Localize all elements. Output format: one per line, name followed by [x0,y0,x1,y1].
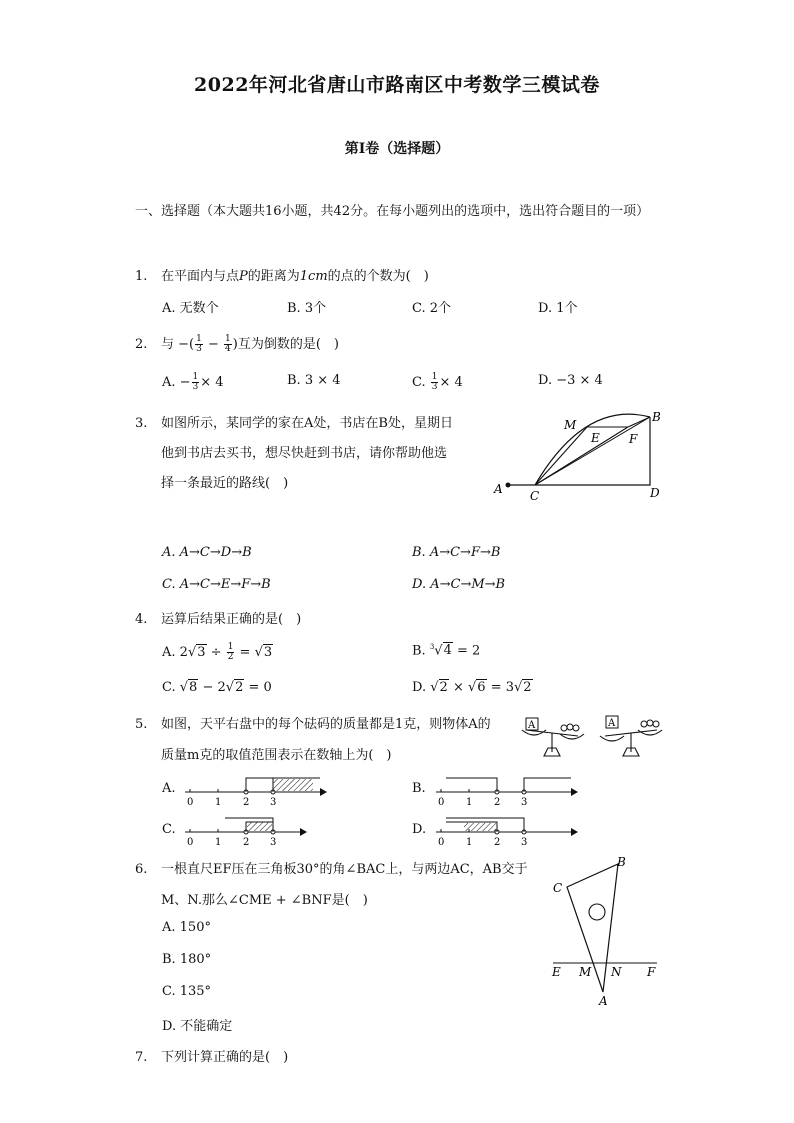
svg-text:3: 3 [521,797,528,808]
q3-option-b[interactable]: B. A→C→F→B [412,545,501,560]
svg-text:A: A [608,718,616,729]
q5-option-b[interactable]: B. [412,781,426,796]
svg-text:B: B [617,855,626,869]
q3-option-a[interactable]: A. A→C→D→B [162,545,252,560]
svg-text:2: 2 [243,837,250,848]
question-5-line: 质量m克的取值范围表示在数轴上为( ) [161,748,392,763]
q3-option-d[interactable]: D. A→C→M→B [412,577,506,592]
svg-text:N: N [611,965,622,979]
svg-text:0: 0 [438,837,445,848]
svg-text:D: D [650,486,660,500]
svg-text:1: 1 [215,837,222,848]
question-2: 2. 与 −( $\frac{1}{3}$ − $\frac{1}{4}$ )互为倒数的是( ) [135,334,339,354]
question-6-line: M、N.那么∠CME + ∠BNF是( ) [161,893,368,908]
svg-text:1: 1 [466,797,473,808]
q4-option-b[interactable]: B. $^3$√4 = 2 [412,643,481,659]
svg-text:3: 3 [270,837,277,848]
q1-option-d[interactable]: D. 1个 [538,301,578,316]
svg-text:1: 1 [215,797,222,808]
q6-option-b[interactable]: B. 180° [162,952,212,967]
svg-text:2: 2 [243,797,250,808]
svg-text:3: 3 [521,837,528,848]
q4-option-c[interactable]: C. √8 − 2√2 = 0 [162,680,272,695]
svg-text:B: B [652,410,661,424]
page-title: 2022年河北省唐山市路南区中考数学三模试卷 [194,74,600,96]
q6-option-d[interactable]: D. 不能确定 [162,1019,233,1034]
number-line-c [185,815,310,847]
question-4: 4. 运算后结果正确的是( ) [135,612,302,627]
q4-option-d[interactable]: D. √2 × √6 = 3√2 [412,680,532,695]
question-7: 7. 下列计算正确的是( ) [135,1050,289,1065]
svg-text:C: C [530,489,540,503]
svg-text:F: F [629,432,638,446]
q2-option-a[interactable]: A. − $\frac{1}{3}$ × 4 [162,372,224,392]
svg-text:A: A [528,720,536,731]
question-number: 1. [135,269,148,284]
svg-text:A: A [599,994,608,1008]
q5-option-a[interactable]: A. [162,781,176,796]
question-3: 3. 如图所示，某同学的家在A处，书店在B处，星期日 [135,416,453,431]
svg-text:E: E [591,431,600,445]
q6-option-a[interactable]: A. 150° [162,920,211,935]
q4-option-a[interactable]: A. 2√3 ÷ $\frac{1}{2}$ = √3 [162,642,273,662]
svg-text:0: 0 [438,797,445,808]
svg-text:A: A [494,482,503,496]
svg-text:M: M [579,965,592,979]
q3-option-c[interactable]: C. A→C→E→F→B [162,577,271,592]
q1-option-c[interactable]: C. 2个 [412,301,452,316]
svg-text:0: 0 [187,797,194,808]
svg-text:1: 1 [466,837,473,848]
svg-text:F: F [647,965,656,979]
number-line-b [436,775,581,807]
balance-scale-figure [520,712,665,767]
q5-option-d[interactable]: D. [412,822,427,837]
svg-text:2: 2 [494,837,501,848]
question-1: 1. 在平面内与点P的距离为1cm的点的个数为( ) [135,269,429,284]
question-3-line: 他到书店去买书，想尽快赶到书店，请你帮助他选 [161,446,448,461]
q2-option-c[interactable]: C. $\frac{1}{3}$ × 4 [412,372,463,392]
q2-option-b[interactable]: B. 3 × 4 [287,373,341,388]
q6-triangle-ruler-figure [545,852,665,1012]
svg-text:2: 2 [494,797,501,808]
number-line-a [185,775,330,807]
q1-option-b[interactable]: B. 3个 [287,301,327,316]
q3-route-figure [490,405,670,505]
section-intro: 一、选择题（本大题共16小题，共42分。在每小题列出的选项中，选出符合题目的一项） [135,204,650,219]
question-6: 6. 一根直尺EF压在三角板30°的角∠BAC上，与两边AC，AB交于 [135,862,528,877]
q2-option-d[interactable]: D. −3 × 4 [538,373,603,388]
svg-text:M: M [564,418,577,432]
section-subtitle: 第I卷（选择题） [344,141,450,157]
question-5: 5. 如图，天平右盘中的每个砝码的质量都是1克，则物体A的 [135,717,491,732]
svg-text:3: 3 [270,797,277,808]
q1-option-a[interactable]: A. 无数个 [162,301,219,316]
question-3-line: 择一条最近的路线( ) [161,476,289,491]
svg-text:0: 0 [187,837,194,848]
q6-option-c[interactable]: C. 135° [162,984,212,999]
number-line-d [436,815,581,847]
svg-text:E: E [552,965,561,979]
q5-option-c[interactable]: C. [162,822,176,837]
svg-text:C: C [553,881,563,895]
